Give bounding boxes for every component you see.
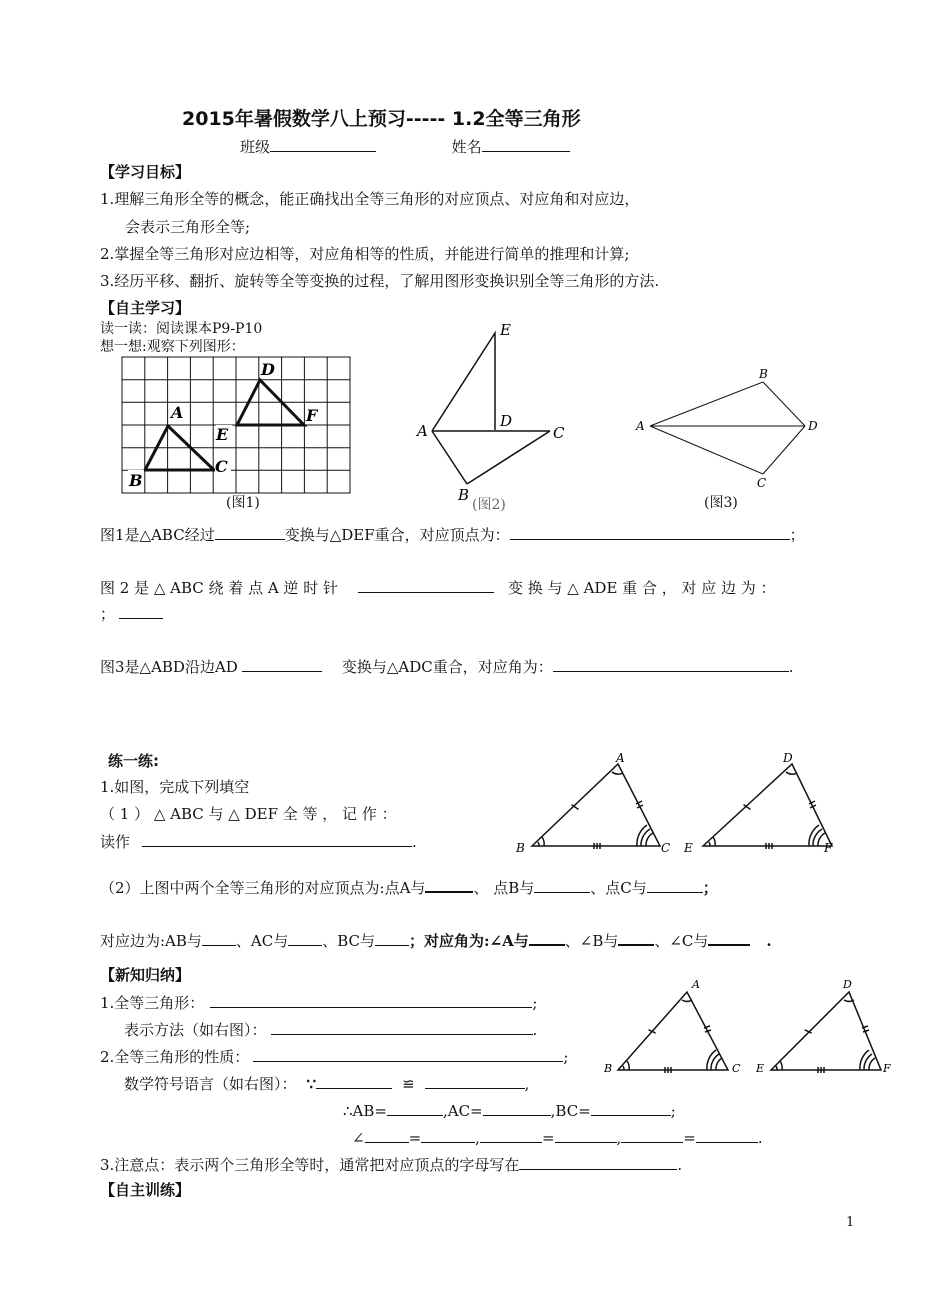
p-label-a: A — [616, 751, 625, 765]
figure-2 — [410, 318, 580, 514]
q2-text-a: 图 2 是 △ ABC 绕 着 点 A 逆 时 针 — [100, 579, 338, 597]
because-symbol: ∵ — [306, 1075, 317, 1093]
k3-blank[interactable] — [519, 1155, 677, 1170]
q3-blank-angles[interactable] — [553, 657, 789, 672]
fig3-label-a: A — [636, 419, 645, 433]
k3-text: 3.注意点：表示两个三角形全等时，通常把对应顶点的字母写在 — [100, 1156, 520, 1174]
k1b-end: . — [532, 1021, 538, 1039]
goal-2: 2.掌握全等三角形对应边相等，对应角相等的性质，并能进行简单的推理和计算; — [100, 245, 630, 263]
q2-text-c: ； — [100, 605, 116, 623]
p2-blank-a[interactable] — [425, 877, 473, 893]
fig2-caption: (图2) — [472, 497, 506, 513]
header-line — [240, 137, 570, 157]
q1-blank-transform[interactable] — [215, 525, 285, 540]
p3-text-e: 、∠B与 — [564, 932, 619, 950]
fig2-label-e: E — [500, 321, 511, 339]
k1-text: 1.全等三角形： — [100, 994, 205, 1012]
fig1-label-c: C — [215, 457, 228, 476]
angle-blank-5[interactable] — [621, 1128, 683, 1143]
class-blank[interactable] — [270, 137, 376, 152]
angle-blank-3[interactable] — [480, 1128, 542, 1143]
k3-line — [100, 1155, 682, 1175]
k-label-f: F — [883, 1062, 891, 1075]
self-study-heading: 【自主学习】 — [100, 299, 191, 317]
k2-end: ; — [563, 1048, 569, 1066]
practice-1: 1.如图，完成下列填空 — [100, 778, 250, 796]
p-label-b: B — [516, 841, 525, 855]
fig1-label-e: E — [216, 425, 229, 444]
k1-line — [100, 993, 537, 1013]
read-as-end: . — [412, 833, 417, 851]
practice-3 — [100, 930, 772, 951]
p3-blank-angle-c[interactable] — [708, 930, 750, 946]
k1b-text: 表示方法（如右图）： — [124, 1021, 267, 1039]
q2-blank-sides[interactable] — [119, 604, 163, 619]
q2-text-b: 变 换 与 △ ADE 重 合 ， 对 应 边 为 ： — [507, 579, 776, 597]
fig3-caption: (图3) — [704, 495, 738, 511]
angle-blank-6[interactable] — [696, 1128, 758, 1143]
read-as-blank[interactable] — [142, 832, 412, 847]
eq-2: = — [541, 1129, 555, 1147]
q1-text-b: 变换与△DEF重合，对应顶点为： — [284, 526, 510, 544]
fig2-label-b: B — [458, 486, 470, 504]
congruent-symbol: ≌ — [402, 1075, 415, 1093]
p3-text-d: ；对应角为:∠A与 — [409, 932, 529, 950]
p-label-c: C — [661, 841, 671, 855]
new-knowledge-heading: 【新知归纳】 — [100, 966, 191, 984]
p3-text-c: 、BC与 — [322, 932, 376, 950]
page-title: 2015年暑假数学八上预习----- 1.2全等三角形 — [182, 108, 581, 130]
fig1-label-d: D — [261, 360, 275, 379]
p3-blank-ab[interactable] — [202, 931, 236, 946]
fig2-label-a: A — [417, 422, 428, 440]
p2-blank-b[interactable] — [534, 878, 590, 893]
eq-3: = — [683, 1129, 696, 1147]
angle-blank-2[interactable] — [421, 1128, 475, 1143]
fig1-caption: (图1) — [226, 495, 260, 511]
k2b-line — [124, 1074, 529, 1094]
goal-1: 1.理解三角形全等的概念，能正确找出全等三角形的对应顶点、对应角和对应边， — [100, 190, 640, 208]
k1b-blank[interactable] — [271, 1020, 533, 1035]
fig3-label-c: C — [757, 476, 767, 490]
q3-text-a: 图3是△ABD沿边AD — [100, 658, 238, 676]
fig2-label-d: D — [500, 412, 513, 430]
p2-text-c: 、点C与 — [590, 879, 647, 897]
goal-3: 3.经历平移、翻折、旋转等全等变换的过程，了解用图形变换识别全等三角形的方法. — [100, 272, 660, 290]
k-label-a: A — [692, 978, 700, 991]
name-label: 姓名 — [451, 138, 482, 156]
q1-text-a: 图1是△ABC经过 — [100, 526, 215, 544]
angles-line — [352, 1128, 763, 1148]
p3-text-a: 对应边为:AB与 — [100, 932, 202, 950]
bc-blank[interactable] — [591, 1101, 671, 1116]
p-label-e: E — [684, 841, 693, 855]
q1-line — [100, 525, 805, 545]
k2b-end: , — [524, 1075, 530, 1093]
angle-blank-1[interactable] — [365, 1128, 409, 1143]
angles-end: . — [757, 1129, 763, 1147]
goals-heading: 【学习目标】 — [100, 163, 191, 181]
read-line: 读一读：阅读课本P9-P10 — [100, 321, 263, 337]
q3-end: . — [788, 658, 794, 676]
therefore-end: ; — [670, 1102, 676, 1120]
fig1-label-a: A — [171, 403, 184, 422]
q3-blank-transform[interactable] — [242, 657, 322, 672]
p2-text-a: （2）上图中两个全等三角形的对应顶点为:点A与 — [100, 879, 426, 897]
k-label-b: B — [604, 1062, 613, 1075]
knowledge-triangles — [598, 976, 896, 1076]
p3-end: . — [766, 932, 772, 950]
k3-end: . — [677, 1156, 683, 1174]
k-label-e: E — [756, 1062, 765, 1075]
p-label-f: F — [824, 841, 833, 855]
ac-blank[interactable] — [483, 1101, 551, 1116]
fig1-label-f: F — [306, 406, 318, 425]
class-label: 班级 — [240, 138, 271, 156]
angle-symbol: ∠ — [352, 1129, 365, 1147]
read-as-label: 读作 — [100, 833, 131, 851]
q3-text-b: 变换与△ADC重合，对应角为： — [341, 658, 553, 676]
angle-blank-4[interactable] — [555, 1128, 617, 1143]
comma-1: , — [475, 1129, 480, 1147]
fig2-label-c: C — [553, 424, 565, 442]
k2-blank[interactable] — [253, 1047, 563, 1062]
q1-blank-vertices[interactable] — [510, 525, 790, 540]
p3-blank-ac[interactable] — [288, 931, 322, 946]
fig1-label-b: B — [129, 471, 143, 490]
eq-1: = — [408, 1129, 422, 1147]
practice-1-1: （ 1 ） △ ABC 与 △ DEF 全 等 ， 记 作 ： — [100, 805, 397, 823]
p-label-d: D — [783, 751, 793, 765]
p2-blank-c[interactable] — [647, 878, 703, 893]
k2-line — [100, 1047, 568, 1067]
goal-1b: 会表示三角形全等; — [125, 218, 251, 236]
k1-blank[interactable] — [210, 993, 532, 1008]
q1-end: ； — [789, 526, 805, 544]
practice-1-1b — [100, 832, 417, 852]
k1-end: ; — [532, 994, 538, 1012]
p3-text-b: 、AC与 — [235, 932, 289, 950]
practice-heading: 练一练: — [108, 752, 159, 770]
training-heading: 【自主训练】 — [100, 1181, 191, 1199]
p3-blank-bc[interactable] — [375, 931, 409, 946]
k2b-text: 数学符号语言（如右图）： — [124, 1075, 297, 1093]
q3-line — [100, 657, 793, 677]
ab-blank[interactable] — [387, 1101, 443, 1116]
practice-2 — [100, 877, 718, 898]
figure-3 — [630, 360, 830, 495]
p3-blank-angle-a[interactable] — [529, 930, 565, 946]
page-number: 1 — [846, 1215, 855, 1230]
fig3-label-d: D — [808, 419, 818, 433]
fig3-label-b: B — [759, 367, 768, 381]
comma-2: , — [616, 1129, 622, 1147]
k2b-blank-2[interactable] — [425, 1074, 525, 1089]
name-blank[interactable] — [482, 137, 570, 152]
q2-blank-transform[interactable] — [358, 578, 494, 593]
k1b-line — [124, 1020, 537, 1040]
therefore-ab: ∴AB= — [343, 1102, 387, 1120]
p2-text-b: 、 点B与 — [473, 879, 535, 897]
p3-blank-angle-b[interactable] — [618, 930, 654, 946]
p2-end: ； — [702, 879, 718, 897]
figure-1-grid — [120, 355, 352, 495]
therefore-line — [343, 1101, 676, 1121]
k-label-c: C — [732, 1062, 741, 1075]
k-label-d: D — [843, 978, 852, 991]
q2-line-2 — [100, 604, 163, 624]
q2-line — [100, 578, 776, 598]
k2b-blank-1[interactable] — [316, 1074, 392, 1089]
think-line: 想一想:观察下列图形： — [100, 339, 245, 355]
k2-text: 2.全等三角形的性质： — [100, 1048, 250, 1066]
ac-text: ,AC= — [442, 1102, 483, 1120]
bc-text: ,BC= — [550, 1102, 591, 1120]
practice-triangles — [510, 748, 840, 858]
p3-text-f: 、∠C与 — [654, 932, 709, 950]
